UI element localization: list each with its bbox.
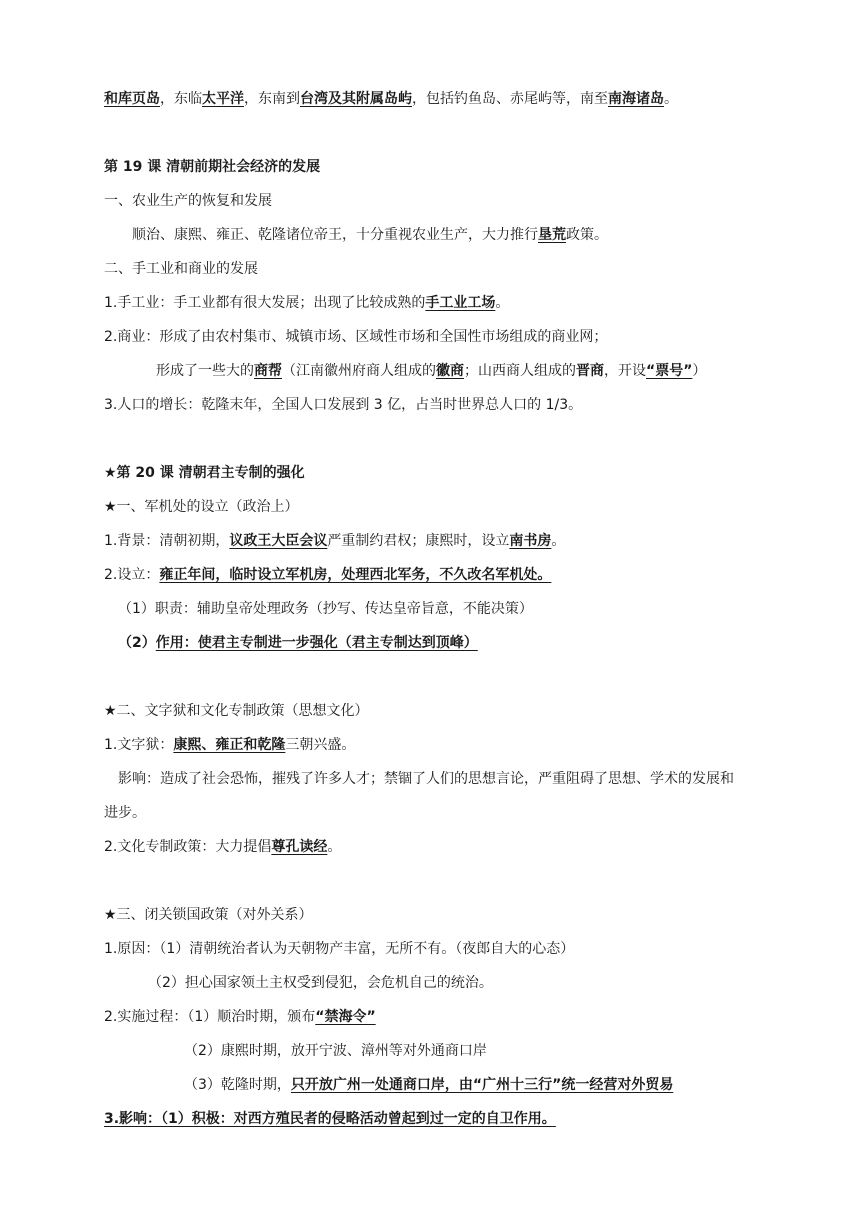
key-term: 手工业工场 <box>425 295 496 311</box>
key-term: 康熙、雍正和乾隆 <box>173 737 286 753</box>
key-term: “禁海令” <box>315 1009 376 1025</box>
paragraph: 进步。 <box>104 805 146 821</box>
key-term: 尊孔读经 <box>271 839 328 855</box>
list-item <box>104 292 860 314</box>
text: （3）乾隆时期， <box>184 1077 291 1093</box>
text: 1.背景：清朝初期， <box>104 533 230 549</box>
key-term: “票号” <box>646 363 693 379</box>
paragraph <box>132 224 860 246</box>
key-term: 只开放广州一处通商口岸，由“广州十三行”统一经营对外贸易 <box>290 1077 674 1093</box>
key-term: 南海诸岛 <box>608 91 664 107</box>
list-item <box>104 734 860 756</box>
text: （2） <box>118 635 156 651</box>
text: ，东临 <box>160 91 202 107</box>
text: 1.文字狱： <box>104 737 174 753</box>
key-term: 商帮 <box>254 363 282 379</box>
key-term: 晋商 <box>576 363 604 379</box>
section-heading: 一、农业生产的恢复和发展 <box>104 193 272 209</box>
sub-item: （2）康熙时期，放开宁波、漳州等对外通商口岸 <box>184 1043 487 1059</box>
list-item <box>104 836 860 858</box>
key-term: 徽商 <box>436 363 464 379</box>
list-item: 3.影响：（1）积极：对西方殖民者的侵略活动曾起到过一定的自卫作用。 <box>104 1111 556 1127</box>
key-term: 议政王大臣会议 <box>229 533 328 549</box>
text: ） <box>692 363 707 379</box>
text: 形成了一些大的 <box>156 363 254 379</box>
text: 。 <box>327 839 342 855</box>
list-item: 1.原因：（1）清朝统治者认为天朝物产丰富，无所不有。（夜郎自大的心态） <box>104 941 575 957</box>
key-term: 和库页岛 <box>104 91 160 107</box>
key-term: 南书房 <box>509 533 552 549</box>
lesson-19-title: 第 19 课 清朝前期社会经济的发展 <box>104 159 321 175</box>
text: 三朝兴盛。 <box>285 737 356 753</box>
text: 严重制约君权；康熙时，设立 <box>327 533 510 549</box>
key-term: 台湾及其附属岛屿 <box>300 91 412 107</box>
list-item <box>104 1006 860 1028</box>
text: 顺治、康熙、雍正、乾隆诸位帝王，十分重视农业生产，大力推行 <box>132 227 538 243</box>
list-item-continued <box>156 360 860 382</box>
text: 。 <box>551 533 566 549</box>
lesson-20-title: ★第 20 课 清朝君主专制的强化 <box>104 465 305 481</box>
section-heading: ★一、军机处的设立（政治上） <box>104 499 299 515</box>
text: 2.实施过程：（1）顺治时期，颁布 <box>104 1009 316 1025</box>
section-heading: ★二、文字狱和文化专制政策（思想文化） <box>104 703 369 719</box>
key-term: 雍正年间，临时设立军机房，处理西北军务，不久改名军机处。 <box>159 567 552 583</box>
list-item <box>104 564 860 586</box>
list-item <box>104 530 860 552</box>
sub-item <box>118 632 860 654</box>
text: 1.手工业：手工业都有很大发展；出现了比较成熟的 <box>104 295 426 311</box>
text: （江南徽州府商人组成的 <box>282 363 436 379</box>
key-term: 垦荒 <box>538 227 566 243</box>
text: ，东南到 <box>244 91 300 107</box>
section-heading: ★三、闭关锁国政策（对外关系） <box>104 907 313 923</box>
list-item: 2.商业：形成了由农村集市、城镇市场、区域性市场和全国性市场组成的商业网； <box>104 329 608 345</box>
text: ；山西商人组成的 <box>464 363 576 379</box>
sub-item: （1）职责：辅助皇帝处理政务（抄写、传达皇帝旨意，不能决策） <box>118 601 533 617</box>
text: ，包括钓鱼岛、赤尾屿等，南至 <box>412 91 608 107</box>
text: 2.文化专制政策：大力提倡 <box>104 839 272 855</box>
list-item: 3.人口的增长：乾隆末年，全国人口发展到 3 亿，占当时世界总人口的 1/3。 <box>104 397 583 413</box>
intro-paragraph <box>104 88 860 110</box>
text: 。 <box>495 295 510 311</box>
text: 。 <box>664 91 678 107</box>
paragraph: 影响：造成了社会恐怖，摧残了许多人才；禁锢了人们的思想言论，严重阻碍了思想、学术的发展和 <box>118 771 734 787</box>
text: 2.设立： <box>104 567 160 583</box>
key-term: 太平洋 <box>202 91 244 107</box>
section-heading: 二、手工业和商业的发展 <box>104 261 258 277</box>
text: ，开设 <box>604 363 646 379</box>
sub-item <box>184 1074 860 1096</box>
sub-item: （2）担心国家领土主权受到侵犯，会危机自己的统治。 <box>148 975 493 991</box>
text: 政策。 <box>566 227 608 243</box>
key-term: 作用：使君主专制进一步强化（君主专制达到顶峰） <box>155 635 478 651</box>
